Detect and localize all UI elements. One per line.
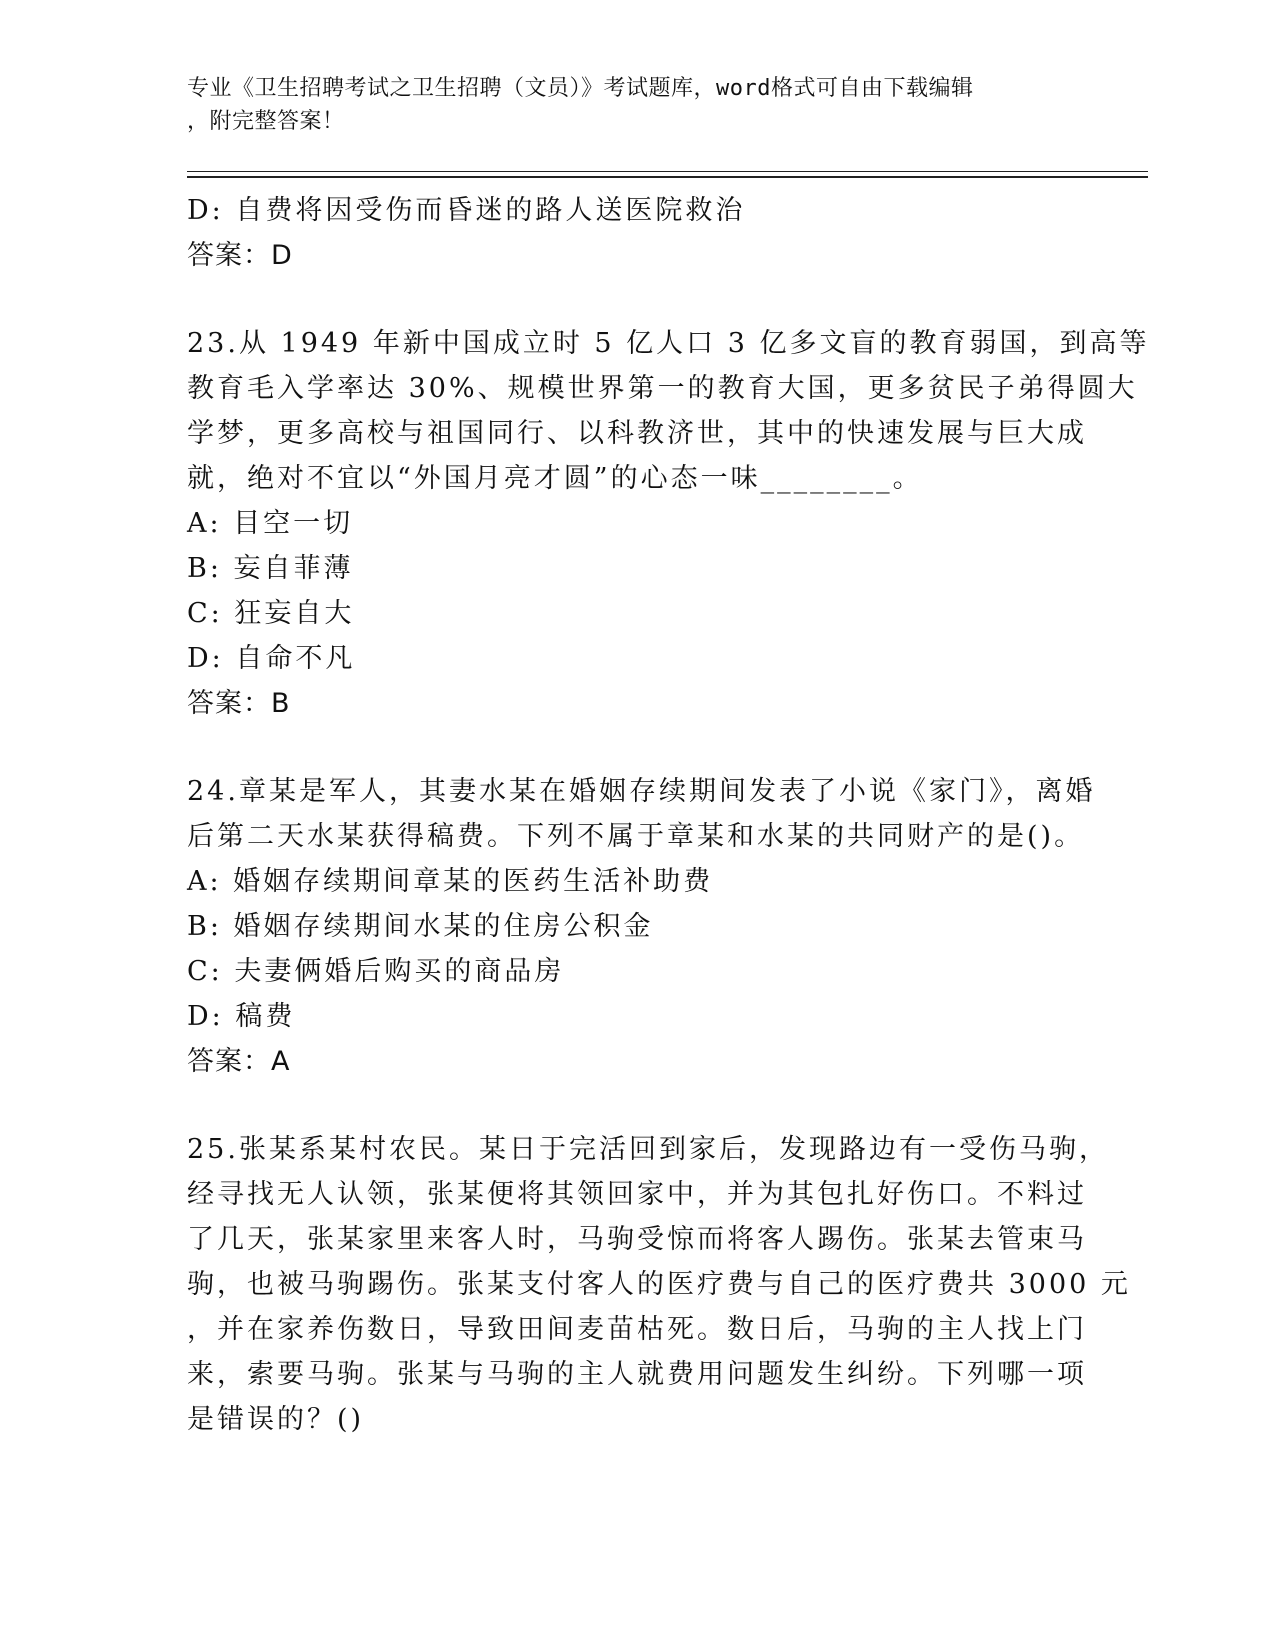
page-header — [187, 72, 1067, 138]
option-c: C: 夫妻俩婚后购买的商品房 — [187, 956, 565, 987]
spacer — [187, 726, 1087, 769]
question-text-line: 教育毛入学率达 30%、规模世界第一的教育大国，更多贫民子弟得圆大 — [187, 373, 1138, 404]
prev-answer: 答案：D — [187, 240, 293, 271]
spacer — [187, 1084, 1087, 1127]
question-text-line: 学梦，更多高校与祖国同行、以科教济世，其中的快速发展与巨大成 — [187, 418, 1087, 449]
option-d: D: 自命不凡 — [187, 643, 356, 674]
spacer — [187, 278, 1087, 321]
question-text-line: 是错误的？() — [187, 1404, 365, 1435]
header-line-2: ，附完整答案！ — [187, 109, 345, 134]
question-text-line: 驹，也被马驹踢伤。张某支付客人的医疗费与自己的医疗费共 3000 元 — [187, 1269, 1131, 1300]
question-text-line: 后第二天水某获得稿费。下列不属于章某和水某的共同财产的是()。 — [187, 821, 1085, 852]
question-text-line: ，并在家养伤数日，导致田间麦苗枯死。数日后，马驹的主人找上门 — [187, 1314, 1087, 1345]
option-a: A: 目空一切 — [187, 508, 354, 539]
option-b: B: 婚姻存续期间水某的住房公积金 — [187, 911, 654, 942]
document-body — [187, 188, 1150, 1442]
option-b: B: 妄自菲薄 — [187, 553, 354, 584]
question-text-line: 25.张某系某村农民。某日于完活回到家后，发现路边有一受伤马驹， — [187, 1134, 1109, 1165]
answer: 答案：B — [187, 688, 291, 719]
answer: 答案：A — [187, 1046, 291, 1077]
header-divider-thick — [187, 176, 1148, 178]
question-text-line: 24.章某是军人，其妻水某在婚姻存续期间发表了小说《家门》，离婚 — [187, 776, 1096, 807]
question-25 — [187, 1127, 1131, 1442]
question-text-line: 来，索要马驹。张某与马驹的主人就费用问题发生纠纷。下列哪一项 — [187, 1359, 1087, 1390]
question-24 — [187, 769, 1096, 1084]
option-c: C: 狂妄自大 — [187, 598, 355, 629]
header-divider-thin — [187, 171, 1148, 172]
question-23 — [187, 321, 1150, 726]
option-a: A: 婚姻存续期间章某的医药生活补助费 — [187, 866, 714, 897]
option-d: D: 稿费 — [187, 1001, 296, 1032]
question-text-line: 23.从 1949 年新中国成立时 5 亿人口 3 亿多文盲的教育弱国，到高等 — [187, 328, 1150, 359]
header-line-1: 专业《卫生招聘考试之卫生招聘（文员）》考试题库，word格式可自由下载编辑 — [187, 76, 974, 101]
prev-option-d: D: 自费将因受伤而昏迷的路人送医院救治 — [187, 195, 746, 226]
question-text-line: 经寻找无人认领，张某便将其领回家中，并为其包扎好伤口。不料过 — [187, 1179, 1087, 1210]
question-text-line: 了几天，张某家里来客人时，马驹受惊而将客人踢伤。张某去管束马 — [187, 1224, 1087, 1255]
question-text-line: 就，绝对不宜以“外国月亮才圆”的心态一味________。 — [187, 463, 923, 494]
